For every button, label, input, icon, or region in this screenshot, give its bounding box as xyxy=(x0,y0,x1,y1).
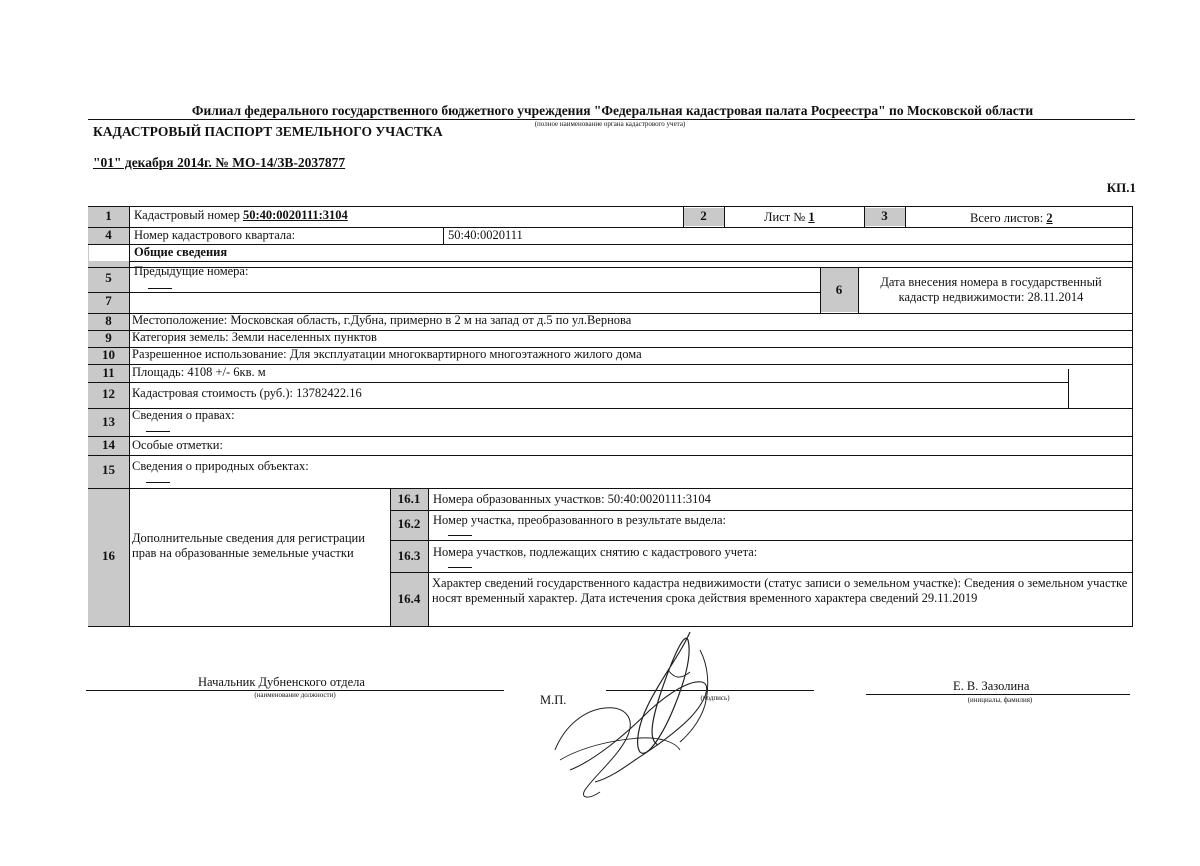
row-number-9: 9 xyxy=(105,330,112,345)
row-number-5: 5 xyxy=(105,270,112,285)
divider xyxy=(129,207,130,626)
official-position: Начальник Дубненского отдела xyxy=(198,675,365,689)
row-line xyxy=(88,408,1133,409)
empty-dash xyxy=(448,535,472,536)
total-sheets-value: 2 xyxy=(1046,211,1053,225)
row-number-16-4: 16.4 xyxy=(397,591,421,606)
transformed-plot-text: Номер участка, преобразованного в результате выдела: xyxy=(433,513,727,527)
row-line xyxy=(390,510,1133,511)
row-line xyxy=(390,540,1133,541)
official-name: Е. В. Зазолина xyxy=(953,679,1030,693)
row-number-16-2: 16.2 xyxy=(397,516,421,531)
special-marks-label: Особые отметки: xyxy=(132,438,223,452)
row-number-15: 15 xyxy=(102,462,115,477)
cadastral-number-field xyxy=(134,208,348,223)
removed-plots-text: Номера участков, подлежащих снятию с кадастрового учета: xyxy=(433,545,758,559)
entry-date-text: Дата внесения номера в государственный кадастр недвижимости: 28.11.2014 xyxy=(880,275,1102,304)
land-category-text: Категория земель: Земли населенных пунктов xyxy=(132,330,377,344)
rights-info-label: Сведения о правах: xyxy=(132,408,235,422)
total-sheets-label: Всего листов: xyxy=(970,211,1044,225)
formed-plots-text: Номера образованных участков: 50:40:0020111:3104 xyxy=(433,492,711,506)
cadastral-number-value: 50:40:0020111:3104 xyxy=(242,208,348,222)
row-number-8: 8 xyxy=(105,313,112,328)
row-number-10: 10 xyxy=(102,347,115,362)
divider xyxy=(905,207,906,227)
row-line xyxy=(88,455,1133,456)
divider xyxy=(428,488,429,626)
quarter-number-value: 50:40:0020111 xyxy=(448,228,523,242)
empty-dash xyxy=(448,567,472,568)
general-gap xyxy=(89,244,129,261)
row-number-11: 11 xyxy=(102,365,115,380)
document-date-number: "01" декабря 2014г. № МО-14/ЗВ-2037877 xyxy=(93,155,346,170)
cadastral-number-label: Кадастровый номер xyxy=(134,208,240,222)
area-text: Площадь: 4108 +/- 6кв. м xyxy=(132,365,266,379)
document-title: КАДАСТРОВЫЙ ПАСПОРТ ЗЕМЕЛЬНОГО УЧАСТКА xyxy=(93,124,443,139)
row-number-12: 12 xyxy=(102,386,115,401)
divider xyxy=(858,267,859,313)
row-number-3: 3 xyxy=(881,208,888,223)
sheet-number-value: 1 xyxy=(808,210,815,224)
permitted-use-text: Разрешенное использование: Для эксплуатации многоквартирного многоэтажного жилого дома xyxy=(132,347,642,361)
record-status-text: Характер сведений государственного кадастра недвижимости (статус записи о земельном участке): Сведения о земельном участке носят временный характер. Дата истечения срока действия временного характера сведений 29.11.2019 xyxy=(432,576,1128,605)
row-number-16-1: 16.1 xyxy=(397,491,421,506)
row-number-2: 2 xyxy=(700,208,707,223)
signature-caption: (подпись) xyxy=(700,694,730,702)
row-line xyxy=(88,292,820,293)
row-line xyxy=(88,488,1133,489)
quarter-number-label: Номер кадастрового квартала: xyxy=(134,228,296,242)
empty-dash xyxy=(146,431,170,432)
position-caption: (наименование должности) xyxy=(254,691,336,699)
divider xyxy=(443,227,444,244)
row-number-7: 7 xyxy=(105,293,112,308)
natural-objects-label: Сведения о природных объектах: xyxy=(132,459,309,473)
row-line xyxy=(88,244,1133,245)
divider xyxy=(724,207,725,227)
row-line xyxy=(88,436,1133,437)
organization-name: Филиал федерального государственного бюджетного учреждения "Федеральная кадастровая палата Росреестра" по Московской области xyxy=(191,103,1034,118)
handwritten-signature xyxy=(540,610,740,810)
row-number-16: 16 xyxy=(102,548,115,563)
form-code: КП.1 xyxy=(1106,180,1136,195)
organization-caption: (полное наименование органа кадастрового учета) xyxy=(534,120,686,128)
sheet-number-field xyxy=(764,210,815,225)
name-caption: (инициалы, фамилия) xyxy=(967,696,1033,704)
total-sheets-field xyxy=(970,211,1053,226)
sheet-number-label: Лист № xyxy=(764,210,806,224)
row-number-14: 14 xyxy=(102,437,115,452)
additional-info-label: Дополнительные сведения для регистрации прав на образованные земельные участки xyxy=(132,531,365,560)
row-number-13: 13 xyxy=(102,414,115,429)
general-info-heading: Общие сведения xyxy=(134,245,228,259)
row-line xyxy=(88,382,1068,383)
row-number-16-3: 16.3 xyxy=(397,548,421,563)
row-number-1: 1 xyxy=(105,208,112,223)
name-line xyxy=(866,694,1130,695)
divider xyxy=(1068,369,1069,409)
location-text: Местоположение: Московская область, г.Дубна, примерно в 2 м на запад от д.5 по ул.Вернова xyxy=(132,313,632,327)
row-line xyxy=(129,261,1133,262)
cadastral-value-text: Кадастровая стоимость (руб.): 13782422.16 xyxy=(132,386,362,400)
empty-dash xyxy=(148,288,172,289)
row-line xyxy=(390,572,1133,573)
row-number-4: 4 xyxy=(105,227,112,242)
previous-numbers-label: Предыдущие номера: xyxy=(134,264,249,278)
row-number-6: 6 xyxy=(835,282,843,297)
stamp-place: М.П. xyxy=(540,693,567,707)
empty-dash xyxy=(146,482,170,483)
